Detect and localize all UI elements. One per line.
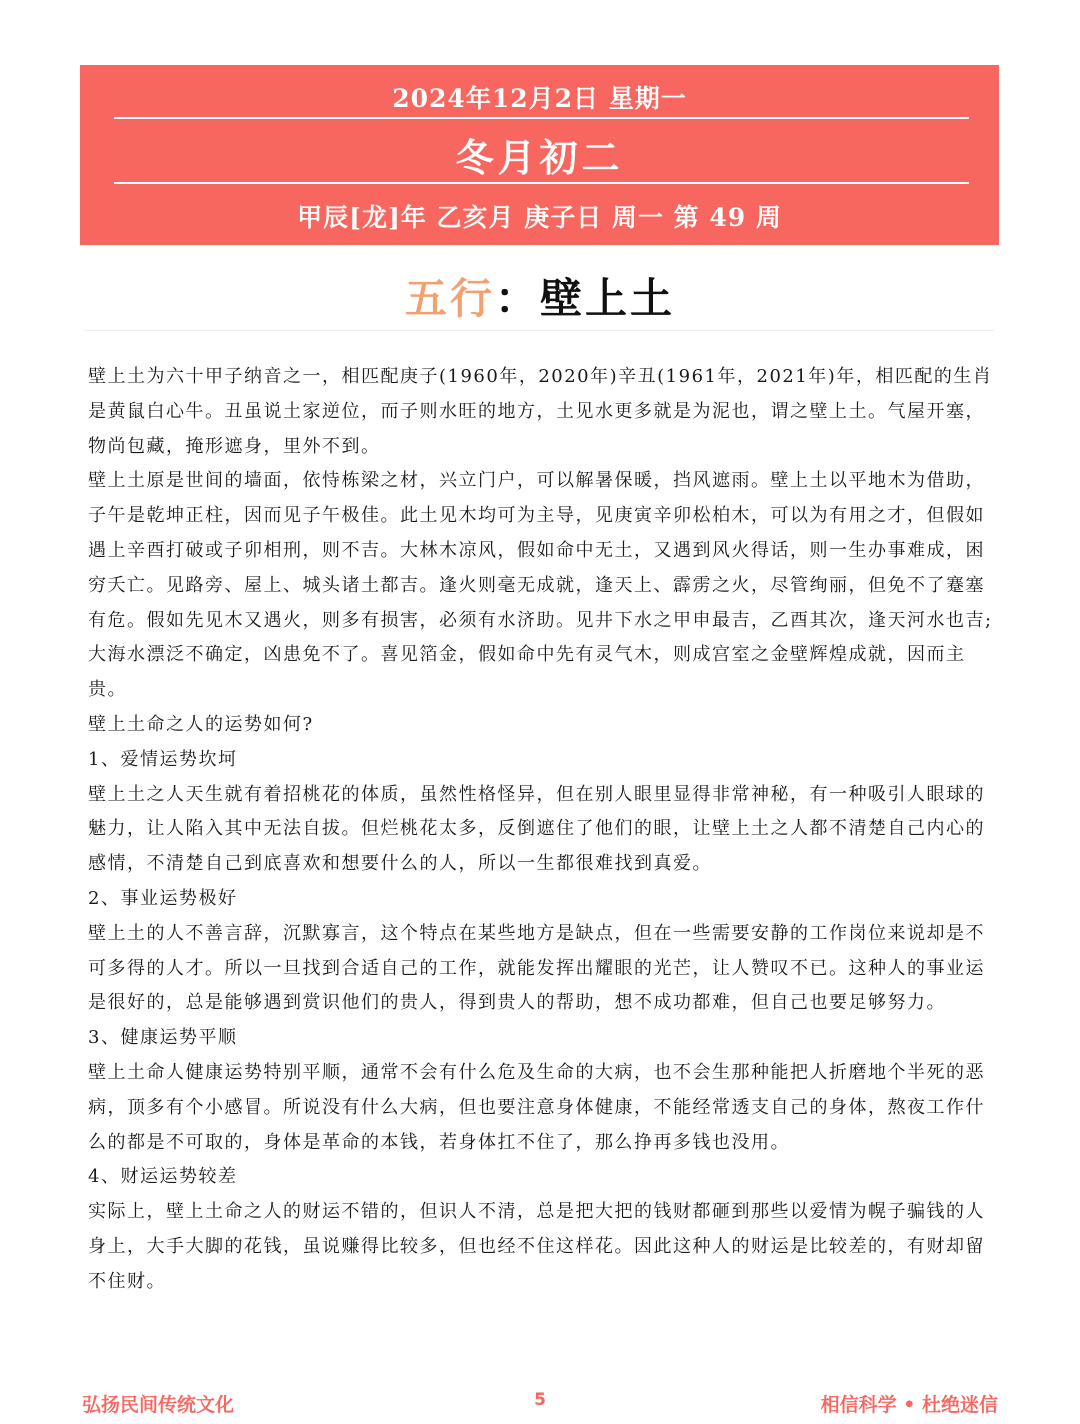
paragraph: 壁上土命人健康运势特别平顺，通常不会有什么危及生命的大病，也不会生那种能把人折磨地个半死的恶病，顶多有个小感冒。所说没有什么大病，但也要注意身体健康，不能经常透支自己的身体，熬夜工作什么的都是不可取的，身体是革命的本钱，若身体扛不住了，那么挣再多钱也没用。 bbox=[88, 1061, 985, 1153]
section-heading: 4、财运运势较差 bbox=[88, 1166, 238, 1188]
heading-divider bbox=[84, 330, 994, 331]
footer-slogan-left: 弘扬民间传统文化 bbox=[82, 1394, 235, 1416]
section-question: 壁上土命之人的运势如何? bbox=[88, 713, 314, 735]
page-footer bbox=[0, 1390, 1080, 1420]
section-heading: 2、事业运势极好 bbox=[88, 887, 238, 909]
footer-slogan-right: 相信科学 • 杜绝迷信 bbox=[820, 1394, 998, 1416]
banner-divider-top bbox=[114, 117, 969, 119]
section-heading: 3、健康运势平顺 bbox=[88, 1027, 238, 1049]
wuxing-label: 五行 bbox=[404, 274, 495, 323]
wuxing-separator: ： bbox=[494, 274, 540, 323]
paragraph: 壁上土原是世间的墙面，依恃栋梁之材，兴立门户，可以解暑保暖，挡风遮雨。壁上土以平地木为借助，子午是乾坤正柱，因而见子午极佳。此土见木均可为主导，见庚寅辛卯松柏木，可以为有用之才，但假如遇上辛酉打破或子卯相刑，则不吉。大林木凉风，假如命中无土，又遇到风火得话，则一生办事难成，困穷夭亡。见路旁、屋上、城头诸土都吉。逢火则毫无成就，逢天上、霹雳之火，尽管绚丽，但免不了蹇塞有危。假如先见木又遇火，则多有损害，必须有水济助。见井下水之甲申最吉，乙酉其次，逢天河水也吉;大海水漂泛不确定，凶患免不了。喜见箔金，假如命中先有灵气木，则成宫室之金壁辉煌成就，因而主贵。 bbox=[88, 470, 993, 701]
article-body bbox=[88, 360, 993, 1300]
banner-divider-bottom bbox=[114, 182, 969, 184]
wuxing-heading bbox=[0, 266, 1080, 326]
date-banner bbox=[80, 65, 999, 245]
solar-date: 2024年12月2日 星期一 bbox=[392, 84, 687, 113]
paragraph: 壁上土的人不善言辞，沉默寡言，这个特点在某些地方是缺点，但在一些需要安静的工作岗位来说却是不可多得的人才。所以一旦找到合适自己的工作，就能发挥出耀眼的光芒，让人赞叹不已。这种人的事业运是很好的，总是能够遇到赏识他们的贵人，得到贵人的帮助，想不成功都难，但自己也要足够努力。 bbox=[88, 922, 985, 1014]
page-number: 5 bbox=[534, 1390, 546, 1410]
paragraph: 壁上土为六十甲子纳音之一，相匹配庚子(1960年，2020年)辛丑(1961年，2021年)年，相匹配的生肖是黄鼠白心牛。丑虽说土家逆位，而子则水旺的地方，土见水更多就是为泥也，谓之壁上土。气屋开塞，物尚包藏，掩形遮身，里外不到。 bbox=[88, 366, 993, 457]
section-heading: 1、爱情运势坎坷 bbox=[88, 748, 238, 770]
paragraph: 壁上土之人天生就有着招桃花的体质，虽然性格怪异，但在别人眼里显得非常神秘，有一种吸引人眼球的魅力，让人陷入其中无法自拔。但烂桃花太多，反倒遮住了他们的眼，让壁上土之人都不清楚自己内心的感情，不清楚自己到底喜欢和想要什么的人，所以一生都很难找到真爱。 bbox=[88, 783, 985, 875]
wuxing-value: 壁上土 bbox=[540, 274, 676, 323]
paragraph: 实际上，壁上土命之人的财运不错的，但识人不清，总是把大把的钱财都砸到那些以爱情为幌子骗钱的人身上，大手大脚的花钱，虽说赚得比较多，但也经不住这样花。因此这种人的财运是比较差的，有财却留不住财。 bbox=[88, 1201, 985, 1292]
ganzhi-line: 甲辰[龙]年 乙亥月 庚子日 周一 第 49 周 bbox=[297, 203, 782, 232]
lunar-date: 冬月初二 bbox=[455, 135, 624, 180]
